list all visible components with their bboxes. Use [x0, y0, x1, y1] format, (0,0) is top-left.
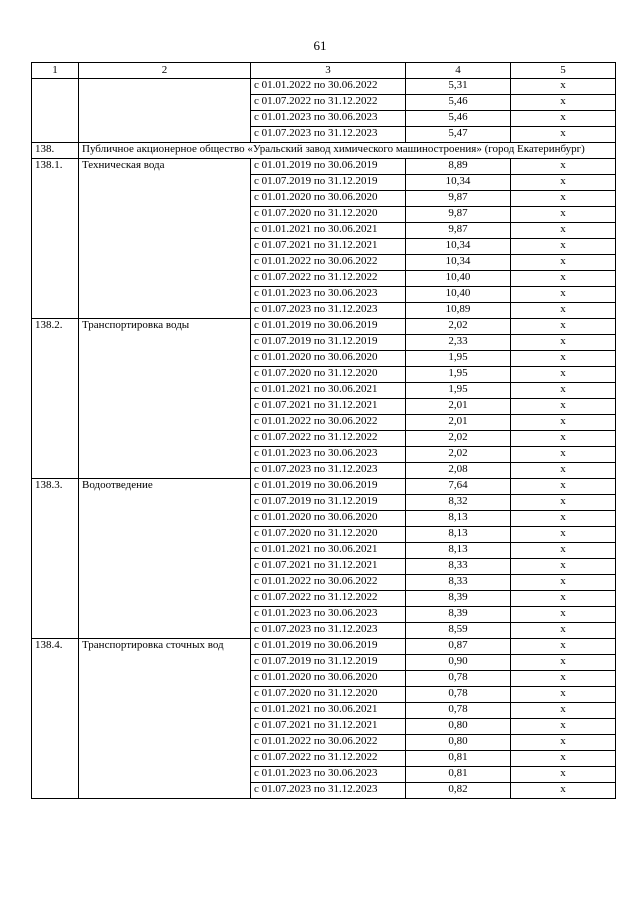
cell-value: 8,89 [406, 159, 511, 175]
cell-value: 0,82 [406, 783, 511, 799]
cell-period: с 01.01.2020 по 30.06.2020 [251, 191, 406, 207]
cell-mark: х [511, 687, 616, 703]
cell-period: с 01.01.2022 по 30.06.2022 [251, 575, 406, 591]
cell-mark: х [511, 527, 616, 543]
cell-mark: х [511, 271, 616, 287]
cell-period: с 01.07.2022 по 31.12.2022 [251, 271, 406, 287]
cell-period: с 01.01.2021 по 30.06.2021 [251, 383, 406, 399]
cell-period: с 01.01.2021 по 30.06.2021 [251, 703, 406, 719]
cell-period: с 01.01.2020 по 30.06.2020 [251, 671, 406, 687]
cell-value: 10,34 [406, 175, 511, 191]
cell-mark: х [511, 159, 616, 175]
cell-mark: х [511, 79, 616, 95]
cell-value: 8,13 [406, 543, 511, 559]
cell-period: с 01.01.2019 по 30.06.2019 [251, 319, 406, 335]
cell-period: с 01.01.2021 по 30.06.2021 [251, 543, 406, 559]
cell-value: 0,78 [406, 671, 511, 687]
group-num: 138.4. [32, 639, 79, 799]
cell-period: с 01.07.2019 по 31.12.2019 [251, 495, 406, 511]
cell-mark: х [511, 431, 616, 447]
cell-period: с 01.01.2019 по 30.06.2019 [251, 479, 406, 495]
cell-mark: х [511, 319, 616, 335]
cell-value: 10,40 [406, 287, 511, 303]
cell-value: 5,47 [406, 127, 511, 143]
cell-mark: х [511, 671, 616, 687]
cell-mark: х [511, 735, 616, 751]
table-row [32, 479, 616, 495]
header-col-2: 2 [79, 63, 251, 79]
cell-period: с 01.01.2023 по 30.06.2023 [251, 447, 406, 463]
cell-value: 0,87 [406, 639, 511, 655]
group-num: 138.1. [32, 159, 79, 319]
organization-name: Публичное акционерное общество «Уральский завод химического машиностроения» (город Екатеринбург) [79, 143, 616, 159]
cell-mark: х [511, 255, 616, 271]
header-col-4: 4 [406, 63, 511, 79]
cell-period: с 01.01.2019 по 30.06.2019 [251, 639, 406, 655]
cell-value: 2,01 [406, 415, 511, 431]
cell-value: 0,90 [406, 655, 511, 671]
cell-mark: х [511, 751, 616, 767]
cell-value: 2,02 [406, 431, 511, 447]
cell-value: 0,80 [406, 719, 511, 735]
cell-service-empty [79, 79, 251, 143]
cell-value: 10,34 [406, 239, 511, 255]
cell-period: с 01.01.2022 по 30.06.2022 [251, 735, 406, 751]
header-col-5: 5 [511, 63, 616, 79]
cell-value: 5,46 [406, 111, 511, 127]
table-row [32, 319, 616, 335]
organization-row [32, 143, 616, 159]
cell-mark: х [511, 207, 616, 223]
cell-period: с 01.07.2020 по 31.12.2020 [251, 687, 406, 703]
cell-value: 1,95 [406, 383, 511, 399]
page-number: 61 [313, 38, 327, 53]
group-service: Транспортировка сточных вод [79, 639, 251, 799]
cell-period: с 01.07.2023 по 31.12.2023 [251, 783, 406, 799]
cell-value: 5,31 [406, 79, 511, 95]
cell-value: 2,08 [406, 463, 511, 479]
header-row [32, 63, 616, 79]
group-service: Техническая вода [79, 159, 251, 319]
cell-period: с 01.07.2022 по 31.12.2022 [251, 591, 406, 607]
cell-mark: х [511, 575, 616, 591]
cell-value: 2,01 [406, 399, 511, 415]
cell-mark: х [511, 655, 616, 671]
cell-value: 1,95 [406, 367, 511, 383]
cell-mark: х [511, 367, 616, 383]
cell-period: с 01.01.2020 по 30.06.2020 [251, 511, 406, 527]
cell-mark: х [511, 335, 616, 351]
cell-mark: х [511, 719, 616, 735]
cell-mark: х [511, 111, 616, 127]
cell-value: 8,39 [406, 607, 511, 623]
table-row [32, 639, 616, 655]
cell-value: 0,81 [406, 767, 511, 783]
cell-period: с 01.07.2020 по 31.12.2020 [251, 207, 406, 223]
cell-period: с 01.07.2023 по 31.12.2023 [251, 463, 406, 479]
cell-mark: х [511, 591, 616, 607]
cell-mark: х [511, 543, 616, 559]
cell-mark: х [511, 447, 616, 463]
cell-mark: х [511, 175, 616, 191]
cell-period: с 01.07.2023 по 31.12.2023 [251, 623, 406, 639]
cell-period: с 01.07.2019 по 31.12.2019 [251, 335, 406, 351]
cell-period: с 01.07.2021 по 31.12.2021 [251, 399, 406, 415]
cell-value: 0,78 [406, 703, 511, 719]
cell-value: 2,02 [406, 447, 511, 463]
cell-mark: х [511, 303, 616, 319]
cell-value: 8,39 [406, 591, 511, 607]
cell-mark: х [511, 287, 616, 303]
cell-mark: х [511, 463, 616, 479]
cell-period: с 01.01.2022 по 30.06.2022 [251, 79, 406, 95]
cell-value: 2,02 [406, 319, 511, 335]
cell-mark: х [511, 703, 616, 719]
header-col-1: 1 [32, 63, 79, 79]
cell-mark: х [511, 95, 616, 111]
cell-num-empty [32, 79, 79, 143]
table-row [32, 159, 616, 175]
cell-value: 9,87 [406, 207, 511, 223]
cell-period: с 01.07.2022 по 31.12.2022 [251, 431, 406, 447]
cell-value: 10,40 [406, 271, 511, 287]
cell-mark: х [511, 511, 616, 527]
cell-period: с 01.07.2021 по 31.12.2021 [251, 559, 406, 575]
cell-mark: х [511, 783, 616, 799]
header-col-3: 3 [251, 63, 406, 79]
cell-mark: х [511, 767, 616, 783]
cell-period: с 01.07.2020 по 31.12.2020 [251, 367, 406, 383]
group-service: Транспортировка воды [79, 319, 251, 479]
cell-period: с 01.07.2019 по 31.12.2019 [251, 175, 406, 191]
cell-mark: х [511, 495, 616, 511]
cell-period: с 01.07.2022 по 31.12.2022 [251, 751, 406, 767]
cell-mark: х [511, 559, 616, 575]
cell-period: с 01.01.2023 по 30.06.2023 [251, 767, 406, 783]
cell-value: 0,80 [406, 735, 511, 751]
cell-period: с 01.07.2021 по 31.12.2021 [251, 719, 406, 735]
cell-mark: х [511, 239, 616, 255]
cell-period: с 01.01.2019 по 30.06.2019 [251, 159, 406, 175]
cell-value: 9,87 [406, 223, 511, 239]
cell-value: 2,33 [406, 335, 511, 351]
cell-mark: х [511, 383, 616, 399]
group-num: 138.3. [32, 479, 79, 639]
cell-period: с 01.01.2022 по 30.06.2022 [251, 415, 406, 431]
cell-period: с 01.07.2019 по 31.12.2019 [251, 655, 406, 671]
cell-mark: х [511, 479, 616, 495]
cell-value: 1,95 [406, 351, 511, 367]
tariff-table [31, 62, 616, 799]
group-num: 138.2. [32, 319, 79, 479]
cell-value: 10,89 [406, 303, 511, 319]
cell-value: 8,33 [406, 575, 511, 591]
cell-value: 8,13 [406, 511, 511, 527]
cell-value: 9,87 [406, 191, 511, 207]
cell-mark: х [511, 399, 616, 415]
cell-value: 5,46 [406, 95, 511, 111]
cell-mark: х [511, 415, 616, 431]
cell-mark: х [511, 639, 616, 655]
cell-value: 0,81 [406, 751, 511, 767]
cell-period: с 01.01.2023 по 30.06.2023 [251, 607, 406, 623]
cell-value: 0,78 [406, 687, 511, 703]
table-row [32, 79, 616, 95]
organization-num: 138. [32, 143, 79, 159]
cell-value: 8,13 [406, 527, 511, 543]
cell-mark: х [511, 223, 616, 239]
cell-mark: х [511, 351, 616, 367]
cell-period: с 01.01.2020 по 30.06.2020 [251, 351, 406, 367]
group-service: Водоотведение [79, 479, 251, 639]
cell-value: 7,64 [406, 479, 511, 495]
cell-period: с 01.01.2021 по 30.06.2021 [251, 223, 406, 239]
tariff-table-body [32, 63, 616, 799]
cell-period: с 01.01.2023 по 30.06.2023 [251, 111, 406, 127]
cell-period: с 01.07.2022 по 31.12.2022 [251, 95, 406, 111]
cell-period: с 01.07.2023 по 31.12.2023 [251, 303, 406, 319]
cell-mark: х [511, 127, 616, 143]
cell-period: с 01.07.2020 по 31.12.2020 [251, 527, 406, 543]
cell-value: 8,33 [406, 559, 511, 575]
cell-value: 10,34 [406, 255, 511, 271]
cell-value: 8,59 [406, 623, 511, 639]
cell-period: с 01.07.2023 по 31.12.2023 [251, 127, 406, 143]
cell-period: с 01.01.2023 по 30.06.2023 [251, 287, 406, 303]
cell-period: с 01.01.2022 по 30.06.2022 [251, 255, 406, 271]
cell-mark: х [511, 191, 616, 207]
cell-period: с 01.07.2021 по 31.12.2021 [251, 239, 406, 255]
cell-mark: х [511, 623, 616, 639]
cell-value: 8,32 [406, 495, 511, 511]
cell-mark: х [511, 607, 616, 623]
